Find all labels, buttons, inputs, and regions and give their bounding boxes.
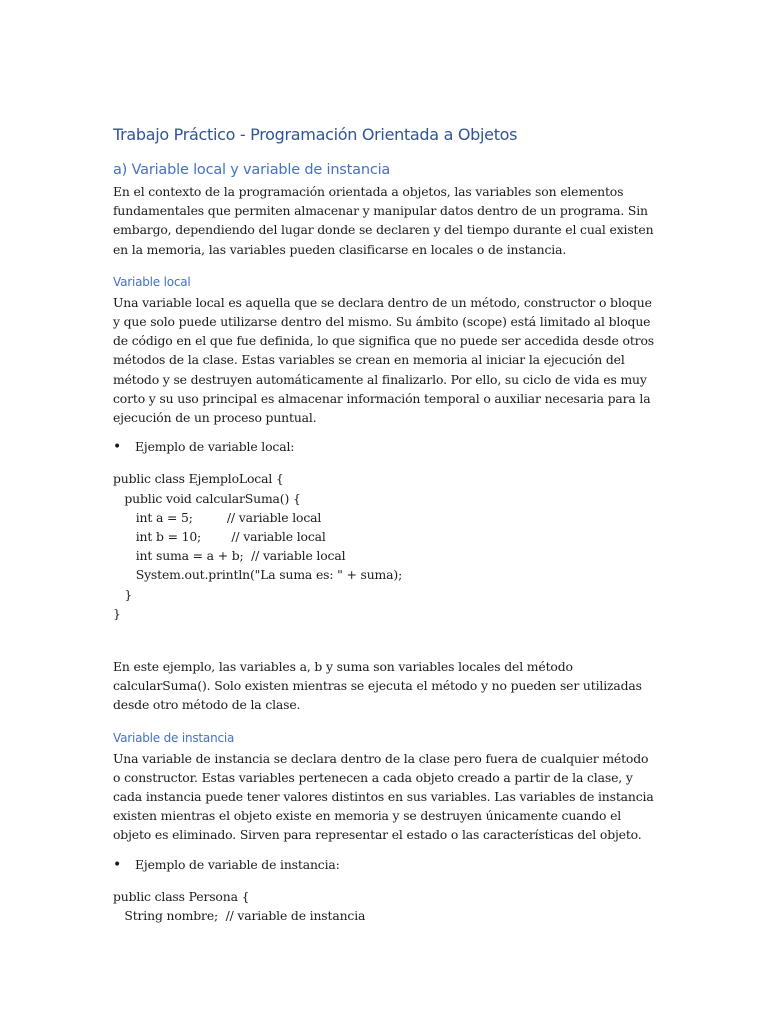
section-a-heading: a) Variable local y variable de instancia (113, 162, 391, 178)
document-page (113, 124, 658, 925)
instance-example-label: Ejemplo de variable de instancia: (135, 856, 340, 872)
local-example-bullet (113, 437, 658, 457)
local-example-label: Ejemplo de variable local: (135, 439, 295, 455)
local-example-explanation: En este ejemplo, las variables a, b y suma son variables locales del método calcularSuma(). Solo existen mientras se ejecuta el método y no pueden ser utilizadas desde otro método de la clase. (113, 659, 642, 713)
document-title: Trabajo Práctico - Programación Orientada a Objetos (113, 125, 518, 144)
bullet-icon: • (113, 439, 122, 456)
instance-code-block: public class Persona { String nombre; // variable de instancia (113, 888, 366, 924)
instance-variable-body: Una variable de instancia se declara dentro de la clase pero fuera de cualquier método o constructor. Estas variables pertenecen a cada objeto creado a partir de la clase, y cada instancia puede tener valores distintos en sus variables. Las variables de instancia existen mientras el objeto existe en memoria y se destruyen únicamente cuando el objeto es eliminado. Sirven para representar el estado o las características del objeto. (113, 750, 654, 843)
spacer (113, 623, 658, 657)
instance-example-bullet (113, 855, 658, 875)
instance-variable-heading: Variable de instancia (113, 730, 235, 745)
local-code-block: public class EjemploLocal { public void calcularSuma() { int a = 5; // variable local int b = 10; // variable local int suma = a + b; // variable local System.out.println("La suma es: " + suma); } } (113, 471, 403, 621)
local-variable-heading: Variable local (113, 274, 191, 289)
section-a-intro: En el contexto de la programación orientada a objetos, las variables son elementos fundamentales que permiten almacenar y manipular datos dentro de un programa. Sin embargo, dependiendo del lugar donde se declaren y del tiempo durante el cual existen en la memoria, las variables pueden clasificarse en locales o de instancia. (113, 184, 654, 257)
bullet-icon: • (113, 856, 122, 873)
local-variable-body: Una variable local es aquella que se declara dentro de un método, constructor o bloque y que solo puede utilizarse dentro del mismo. Su ámbito (scope) está limitado al bloque de código en el que fue definida, lo que significa que no puede ser accedida desde otros métodos de la clase. Estas variables se crean en memoria al iniciar la ejecución del método y se destruyen automáticamente al finalizarlo. Por ello, su ciclo de vida es muy corto y su uso principal es almacenar información temporal o auxiliar necesaria para la ejecución de un proceso puntual. (113, 294, 654, 426)
